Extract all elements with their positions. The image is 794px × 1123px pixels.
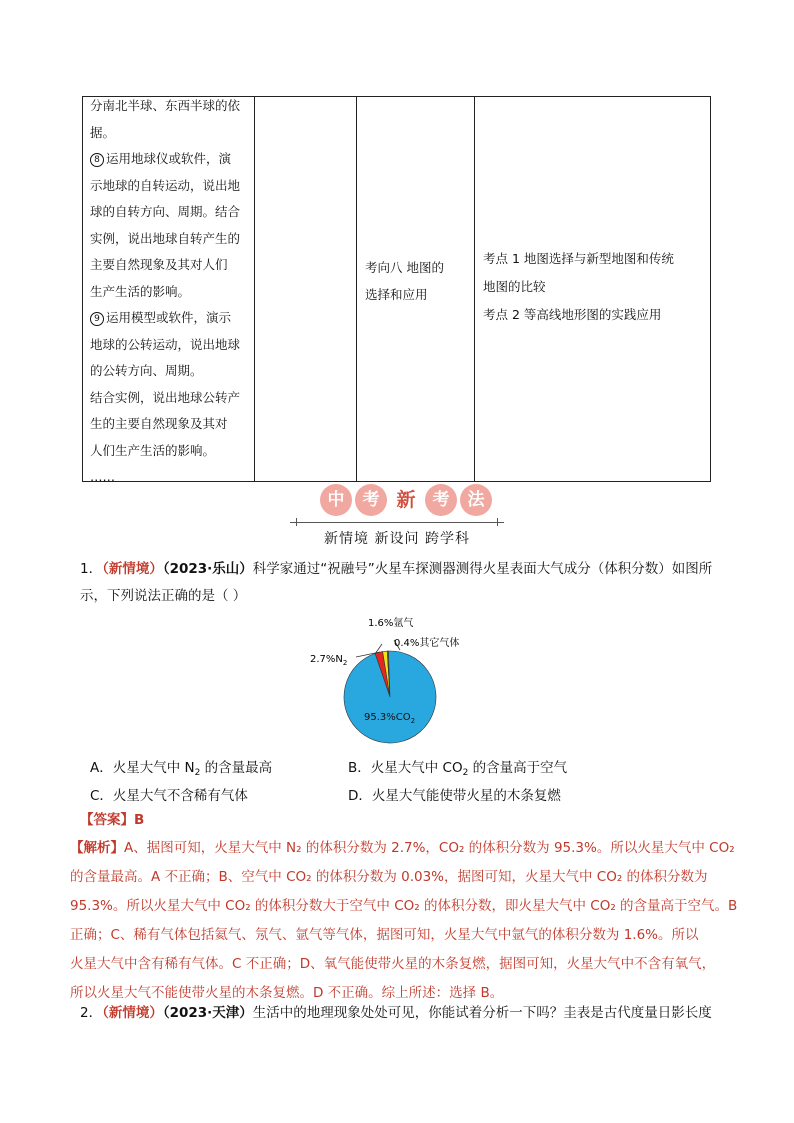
option-b: B．火星大气中 $CO_2$ 的含量高于空气 xyxy=(348,760,568,778)
label-co2: $95.3\%CO_2$ xyxy=(364,712,416,725)
banner-rule xyxy=(290,522,504,523)
direction-cell: 考向八 地图的 选择和应用 xyxy=(365,260,444,302)
table-divider xyxy=(474,97,475,481)
cell-line: 生产生活的影响。 xyxy=(90,283,191,299)
option-a: A．火星大气中 $N_2$ 的含量最高 xyxy=(90,760,273,778)
pie-chart xyxy=(300,612,500,752)
pie-slice-CO2 xyxy=(344,651,436,743)
banner-char: 法 xyxy=(460,484,492,516)
cell-line: 据。 xyxy=(90,124,116,140)
points-cell: 考点 1 地图选择与新型地图和传统 地图的比较 考点 2 等高线地形图的实践应用 xyxy=(483,251,674,322)
banner-char: 中 xyxy=(320,484,352,516)
section-banner xyxy=(290,482,504,552)
option-d: D．火星大气能使带火星的木条复燃 xyxy=(348,788,561,804)
circled-number-8: 8 xyxy=(90,153,104,167)
cell-line: 的公转方向、周期。 xyxy=(90,363,203,378)
question-tag: （新情境） xyxy=(102,1005,163,1021)
table-divider xyxy=(356,97,357,481)
cell-line: 实例，说出地球自转产生的 xyxy=(90,230,241,246)
circled-number-9: 9 xyxy=(90,312,104,326)
cell-line: 主要自然现象及其对人们 xyxy=(90,257,228,272)
question-2: 2．（新情境）（2023·天津）生活中的地理现象处处可见，你能试着分析一下吗？圭表是古代度量日影长度 xyxy=(80,1005,712,1021)
option-c: C．火星大气不含稀有气体 xyxy=(90,788,248,804)
cell-line: 地球的公转运动，说出地球 xyxy=(90,336,241,352)
label-other: 0.4%其它气体 xyxy=(394,638,460,649)
banner-tick xyxy=(497,518,498,526)
explanation: 【解析】A、据图可知，火星大气中 N₂ 的体积分数为 2.7%，CO₂ 的体积分数为 95.3%。所以火星大气中 CO₂ 的含量最高。A 不正确；B、空气中 CO₂ 的体积分数为 0.03%，据图可知，火星大气中 CO₂ 的体积分数为 95.3%。所以火星大气中 CO₂ 的体积分数大于空气中 CO₂ 的体积分数，即火星大气中 CO₂ 的含量高于空气。B 正确；C、稀有气体包括氦气、氖气、氩气等气体，据图可知，火星大气中氩气的体积分数为 1.6%。所以 火星大气中含有稀有气体。C 不正确；D、氧气能使带火星的木条复燃，据图可知，火星大气中不含有氧气， 所以火星大气不能使带火星的木条复燃。D 不正确。综上所述：选择 B。 xyxy=(70,840,738,1001)
banner-char: 新 xyxy=(390,484,422,516)
banner-tick xyxy=(296,518,297,526)
cell-line: 9 运用模型或软件，演示 xyxy=(90,305,255,332)
cell-line: 生的主要自然现象及其对 xyxy=(90,416,228,431)
cell-line: 结合实例，说出地球公转产 xyxy=(90,389,241,405)
standards-cell xyxy=(90,97,255,491)
cell-line: 球的自转方向、周期。结合 xyxy=(90,204,241,219)
banner-char: 考 xyxy=(355,484,387,516)
cell-line: 人们生产生活的影响。 xyxy=(90,442,216,458)
question-1: 1．（新情境）（2023·乐山）科学家通过“祝融号”火星车探测器测得火星表面大气成分（体积分数）如图所 示，下列说法正确的是（ ） xyxy=(80,561,713,604)
cell-line: …… xyxy=(90,469,115,484)
curriculum-table xyxy=(82,96,711,482)
question-tag: （新情境） xyxy=(102,561,163,577)
question-source: （2023·天津） xyxy=(162,1005,253,1021)
question-source: （2023·乐山） xyxy=(162,561,253,577)
pie-slices xyxy=(344,651,436,743)
banner-char: 考 xyxy=(425,484,457,516)
label-ar: 1.6%氩气 xyxy=(368,618,414,629)
label-n2: $2.7\%N_2$ xyxy=(310,654,348,667)
cell-line: 8 运用地球仪或软件，演 xyxy=(90,146,255,173)
cell-line: 分南北半球、东西半球的依 xyxy=(90,98,241,113)
banner-subtitle: 新情境 新设问 跨学科 xyxy=(324,531,470,547)
answer: 【答案】B xyxy=(80,812,145,828)
cell-line: 示地球的自转运动，说出地 xyxy=(90,177,241,193)
